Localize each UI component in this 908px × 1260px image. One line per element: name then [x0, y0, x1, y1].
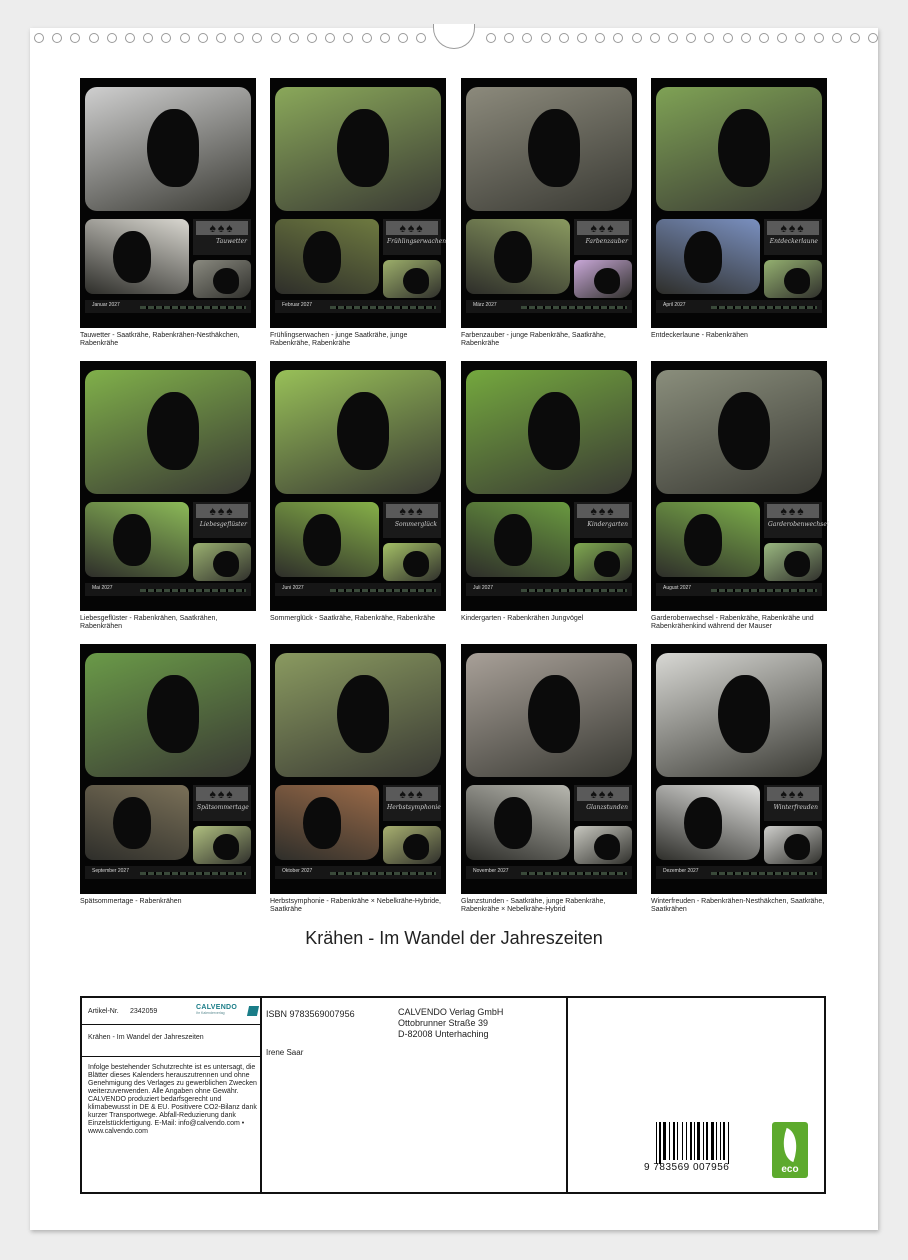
- binding-ring: [850, 33, 860, 43]
- crow-silhouette: [147, 109, 199, 187]
- secondary-photo: [656, 502, 760, 577]
- month-theme: Entdeckerlaune: [769, 238, 818, 245]
- crow-silhouette: [147, 675, 199, 753]
- binding-ring: [868, 33, 878, 43]
- title-strip: [764, 785, 822, 821]
- month-name: April: [663, 302, 674, 308]
- month-caption: Tauwetter - Saatkrähe, Rabenkrähen-Nesthäkchen, Rabenkrähe: [80, 332, 240, 347]
- title-strip: [383, 785, 441, 821]
- crow-silhouette: [337, 109, 389, 187]
- small-photo: [764, 543, 822, 581]
- barcode-bars: [656, 1122, 746, 1160]
- crow-silhouette: [337, 675, 389, 753]
- small-photo: [193, 543, 251, 581]
- month-page-thumbnail: [461, 78, 637, 328]
- barcode-bar: [659, 1122, 661, 1164]
- publisher-city: D-82008 Unterhaching: [398, 1029, 489, 1039]
- secondary-photo: [275, 502, 379, 577]
- barcode-bar: [703, 1122, 704, 1160]
- crow-silhouette: [147, 392, 199, 470]
- month-label: [663, 868, 699, 874]
- barcode-bar: [656, 1122, 657, 1164]
- crow-silhouette: [113, 514, 151, 566]
- binding-ring: [252, 33, 262, 43]
- month-year: 2027: [687, 868, 699, 874]
- month-label: [663, 585, 691, 591]
- day-grid: [330, 306, 436, 309]
- month-year: 2027: [108, 302, 120, 308]
- month-label: [282, 302, 312, 308]
- crow-silhouette: [403, 551, 429, 577]
- month-name: Juni: [282, 585, 292, 591]
- binding-ring: [343, 33, 353, 43]
- crow-silhouette: [528, 109, 580, 187]
- month-page-thumbnail: [270, 78, 446, 328]
- day-grid: [521, 872, 627, 875]
- month-year: 2027: [300, 302, 313, 308]
- day-grid: [140, 306, 246, 309]
- month-year: 2027: [481, 585, 494, 591]
- barcode-bar: [706, 1122, 708, 1160]
- barcode-bar: [723, 1122, 725, 1160]
- crow-silhouette: [684, 514, 722, 566]
- binding-ring: [504, 33, 514, 43]
- calvendo-tagline: Ihr Kalenderverlag: [196, 1011, 225, 1015]
- main-photo: [85, 653, 251, 777]
- main-photo: [656, 653, 822, 777]
- binding-ring: [143, 33, 153, 43]
- binding-ring: [89, 33, 99, 43]
- month-caption: Entdeckerlaune - Rabenkrähen: [651, 332, 748, 339]
- small-photo: [574, 543, 632, 581]
- month-name: September: [92, 868, 117, 874]
- day-grid: [521, 306, 627, 309]
- day-grid: [140, 872, 246, 875]
- calvendo-logo-text: CALVENDO: [196, 1004, 238, 1011]
- month-theme: Tauwetter: [216, 238, 247, 245]
- month-theme: Spätsommertage: [197, 804, 249, 811]
- month-name: Oktober: [282, 868, 300, 874]
- month-caption: Sommerglück - Saatkrähe, Rabenkrähe, Rabenkrähe: [270, 615, 435, 622]
- crows-icon: ♠♠♠: [196, 221, 248, 235]
- crow-silhouette: [684, 797, 722, 849]
- month-caption: Kindergarten - Rabenkrähen Jungvögel: [461, 615, 584, 622]
- main-photo: [85, 370, 251, 494]
- crows-icon: ♠♠♠: [386, 221, 438, 235]
- secondary-photo: [466, 502, 570, 577]
- day-grid: [711, 589, 817, 592]
- month-page-thumbnail: [651, 644, 827, 894]
- barcode-bar: [690, 1122, 692, 1160]
- month-theme: Glanzstunden: [586, 804, 628, 811]
- title-strip: [574, 785, 632, 821]
- month-label: [92, 585, 113, 591]
- barcode-bar: [673, 1122, 675, 1160]
- month-year: 2027: [117, 868, 129, 874]
- barcode-number: 9 783569 007956: [644, 1162, 730, 1173]
- main-photo: [466, 87, 632, 211]
- month-page-thumbnail: [651, 78, 827, 328]
- publisher-street: Ottobrunner Straße 39: [398, 1018, 489, 1028]
- crows-icon: ♠♠♠: [196, 504, 248, 518]
- month-page-thumbnail: [270, 361, 446, 611]
- barcode-bar: [716, 1122, 717, 1160]
- month-year: 2027: [497, 868, 509, 874]
- month-theme: Kindergarten: [587, 521, 628, 528]
- crow-silhouette: [494, 797, 532, 849]
- binding-ring: [416, 33, 426, 43]
- binding-ring: [198, 33, 208, 43]
- crow-silhouette: [403, 268, 429, 294]
- binding-ring: [759, 33, 769, 43]
- calendar-title: Krähen - Im Wandel der Jahreszeiten: [305, 928, 603, 948]
- month-caption: Glanzstunden - Saatkrähe, junge Rabenkrähe, Rabenkrähe × Nebelkrähe-Hybrid: [461, 898, 606, 913]
- secondary-photo: [466, 785, 570, 860]
- month-label: [473, 585, 493, 591]
- binding-ring: [541, 33, 551, 43]
- title-strip: [764, 502, 829, 538]
- barcode-bar: [694, 1122, 695, 1160]
- title-strip: [574, 502, 632, 538]
- title-strip: [383, 219, 447, 255]
- binding-ring: [362, 33, 372, 43]
- crow-silhouette: [303, 231, 341, 283]
- legal-text: Infolge bestehender Schutzrechte ist es untersagt, die Blätter dieses Kalenders herauszutrennen und ohne Genehmigung des Verlages zu gewerblichen Zwecken weiterzuverwenden. Alle Angaben ohne Gewähr. CALVENDO produziert bedarfsgerecht und klimabewusst in DE & EU. Positivere CO2-Bilanz dank kurzer Transportwege. Abfall-Reduzierung dank Einzelstückfertigung. E-Mail: info@calvendo.com • www.calvendo.com: [88, 1064, 257, 1135]
- month-theme: Liebesgeflüster: [199, 521, 247, 528]
- binding-ring: [686, 33, 696, 43]
- month-page-thumbnail: [80, 644, 256, 894]
- title-strip: [383, 502, 441, 538]
- crows-icon: ♠♠♠: [577, 504, 629, 518]
- month-caption: Garderobenwechsel - Rabenkrähe, Rabenkrähe und Rabenkrähenkind während der Mauser: [651, 615, 814, 630]
- binding-ring: [832, 33, 842, 43]
- crow-silhouette: [718, 392, 770, 470]
- isbn: ISBN 9783569007956: [266, 1009, 355, 1019]
- main-photo: [656, 370, 822, 494]
- crow-silhouette: [528, 675, 580, 753]
- crow-silhouette: [784, 268, 810, 294]
- crows-icon: ♠♠♠: [386, 504, 438, 518]
- crow-silhouette: [494, 231, 532, 283]
- month-name: Juli: [473, 585, 481, 591]
- binding-ring: [271, 33, 281, 43]
- binding-ring: [107, 33, 117, 43]
- month-year: 2027: [485, 302, 497, 308]
- crows-icon: ♠♠♠: [767, 221, 819, 235]
- binding-ring: [613, 33, 623, 43]
- month-year: 2027: [101, 585, 113, 591]
- small-photo: [383, 826, 441, 864]
- crow-silhouette: [594, 551, 620, 577]
- leaf-icon: [776, 1128, 803, 1162]
- main-photo: [466, 653, 632, 777]
- calvendo-logo: [196, 1004, 252, 1018]
- month-page-thumbnail: [80, 361, 256, 611]
- binding-ring: [668, 33, 678, 43]
- small-photo: [193, 260, 251, 298]
- day-grid: [521, 589, 627, 592]
- binding-ring: [741, 33, 751, 43]
- day-grid: [711, 872, 817, 875]
- main-photo: [466, 370, 632, 494]
- crow-silhouette: [784, 551, 810, 577]
- article-label: Artikel-Nr.: [88, 1008, 119, 1015]
- secondary-photo: [85, 502, 189, 577]
- small-photo: [574, 260, 632, 298]
- small-photo: [764, 260, 822, 298]
- binding-ring: [216, 33, 226, 43]
- small-photo: [383, 260, 441, 298]
- day-grid: [330, 589, 436, 592]
- secondary-photo: [656, 785, 760, 860]
- day-grid: [140, 589, 246, 592]
- binding-ring: [125, 33, 135, 43]
- month-caption: Spätsommertage - Rabenkrähen: [80, 898, 182, 905]
- crow-silhouette: [113, 797, 151, 849]
- binding-ring: [577, 33, 587, 43]
- article-number: 2342059: [130, 1008, 158, 1015]
- binding-ring: [522, 33, 532, 43]
- month-page-thumbnail: [270, 644, 446, 894]
- title-strip: [193, 219, 251, 255]
- month-year: 2027: [301, 868, 313, 874]
- binding-ring: [180, 33, 190, 43]
- month-page-thumbnail: [461, 361, 637, 611]
- crow-silhouette: [113, 231, 151, 283]
- binding-ring: [723, 33, 733, 43]
- month-name: Februar: [282, 302, 300, 308]
- month-name: Januar: [92, 302, 108, 308]
- crows-icon: ♠♠♠: [386, 787, 438, 801]
- crows-icon: ♠♠♠: [577, 221, 629, 235]
- crows-icon: ♠♠♠: [767, 504, 819, 518]
- barcode-bar: [663, 1122, 666, 1160]
- crows-icon: ♠♠♠: [196, 787, 248, 801]
- main-photo: [85, 87, 251, 211]
- barcode-bar: [728, 1122, 729, 1164]
- crow-silhouette: [403, 834, 429, 860]
- barcode-bar: [682, 1122, 683, 1160]
- eco-label: eco: [781, 1164, 799, 1175]
- month-theme: Frühlingserwachen: [387, 238, 447, 245]
- barcode-bar: [669, 1122, 670, 1160]
- binding-ring: [559, 33, 569, 43]
- title-strip: [193, 502, 251, 538]
- info-divider: [260, 998, 262, 1192]
- secondary-photo: [85, 785, 189, 860]
- crow-silhouette: [594, 268, 620, 294]
- day-grid: [711, 306, 817, 309]
- title-strip: [764, 219, 822, 255]
- binding-ring: [52, 33, 62, 43]
- binding-ring: [234, 33, 244, 43]
- barcode-bar: [686, 1122, 687, 1160]
- crow-silhouette: [528, 392, 580, 470]
- barcode: [644, 1122, 746, 1173]
- month-page-thumbnail: [461, 644, 637, 894]
- month-caption: Farbenzauber - junge Rabenkrähe, Saatkrähe, Rabenkrähe: [461, 332, 606, 347]
- month-theme: Winterfreuden: [773, 804, 818, 811]
- crow-silhouette: [337, 392, 389, 470]
- main-photo: [275, 653, 441, 777]
- small-photo: [764, 826, 822, 864]
- binding-ring: [307, 33, 317, 43]
- small-photo: [193, 826, 251, 864]
- crow-silhouette: [684, 231, 722, 283]
- month-label: [92, 868, 129, 874]
- main-photo: [275, 87, 441, 211]
- binding-ring: [777, 33, 787, 43]
- month-page-thumbnail: [80, 78, 256, 328]
- small-photo: [574, 826, 632, 864]
- crows-icon: ♠♠♠: [577, 787, 629, 801]
- crow-silhouette: [784, 834, 810, 860]
- crows-icon: ♠♠♠: [767, 787, 819, 801]
- month-label: [663, 302, 686, 308]
- secondary-photo: [466, 219, 570, 294]
- binding-ring: [632, 33, 642, 43]
- binding-ring: [486, 33, 496, 43]
- barcode-bar: [720, 1122, 721, 1160]
- binding-ring: [398, 33, 408, 43]
- secondary-photo: [656, 219, 760, 294]
- secondary-photo: [85, 219, 189, 294]
- binding-ring: [380, 33, 390, 43]
- month-label: [282, 868, 312, 874]
- binding-ring: [289, 33, 299, 43]
- binding-ring: [795, 33, 805, 43]
- month-name: August: [663, 585, 679, 591]
- secondary-photo: [275, 785, 379, 860]
- month-label: [282, 585, 304, 591]
- binding-ring: [650, 33, 660, 43]
- title-strip: [193, 785, 251, 821]
- crow-silhouette: [494, 514, 532, 566]
- info-box: [80, 996, 826, 1194]
- secondary-photo: [275, 219, 379, 294]
- barcode-bar: [697, 1122, 700, 1160]
- barcode-bar: [677, 1122, 678, 1160]
- info-divider: [82, 1024, 260, 1025]
- binding-ring: [34, 33, 44, 43]
- month-year: 2027: [292, 585, 304, 591]
- month-caption: Herbstsymphonie - Rabenkrähe × Nebelkrähe-Hybride, Saatkrähe: [270, 898, 442, 913]
- barcode-bar: [711, 1122, 714, 1160]
- month-name: März: [473, 302, 485, 308]
- crow-silhouette: [718, 109, 770, 187]
- main-photo: [656, 87, 822, 211]
- month-name: Dezember: [663, 868, 687, 874]
- binding-ring: [325, 33, 335, 43]
- month-theme: Garderobenwechsel: [768, 521, 829, 528]
- binding-ring: [814, 33, 824, 43]
- info-divider: [82, 1056, 260, 1057]
- author: Irene Saar: [266, 1048, 304, 1057]
- month-caption: Frühlingserwachen - junge Saatkrähe, junge Rabenkrähe, Rabenkrähe: [270, 332, 408, 347]
- crow-silhouette: [303, 797, 341, 849]
- month-page-thumbnail: [651, 361, 827, 611]
- publisher-name: CALVENDO Verlag GmbH: [398, 1007, 504, 1017]
- month-label: [92, 302, 120, 308]
- crow-silhouette: [594, 834, 620, 860]
- binding-ring: [70, 33, 80, 43]
- binding-ring: [161, 33, 171, 43]
- month-theme: Farbenzauber: [585, 238, 628, 245]
- crow-silhouette: [213, 551, 239, 577]
- binding-ring: [595, 33, 605, 43]
- month-name: November: [473, 868, 497, 874]
- small-photo: [383, 543, 441, 581]
- month-name: Mai: [92, 585, 101, 591]
- main-photo: [275, 370, 441, 494]
- binding-ring: [704, 33, 714, 43]
- month-theme: Herbstsymphonie: [387, 804, 441, 811]
- product-title: Krähen - Im Wandel der Jahreszeiten: [88, 1034, 204, 1041]
- title-strip: [574, 219, 632, 255]
- month-year: 2027: [679, 585, 692, 591]
- crow-silhouette: [213, 834, 239, 860]
- month-year: 2027: [674, 302, 686, 308]
- day-grid: [330, 872, 436, 875]
- info-divider: [566, 998, 568, 1192]
- eco-badge: [772, 1122, 808, 1178]
- crow-silhouette: [213, 268, 239, 294]
- month-caption: Liebesgeflüster - Rabenkrähen, Saatkrähen, Rabenkrähen: [80, 615, 218, 630]
- month-label: [473, 868, 509, 874]
- crow-silhouette: [303, 514, 341, 566]
- calvendo-mark-icon: [247, 1006, 259, 1016]
- crow-silhouette: [718, 675, 770, 753]
- month-theme: Sommerglück: [394, 521, 437, 528]
- month-label: [473, 302, 497, 308]
- month-caption: Winterfreuden - Rabenkrähen-Nesthäkchen, Saatkrähe, Saatkrähen: [651, 898, 825, 913]
